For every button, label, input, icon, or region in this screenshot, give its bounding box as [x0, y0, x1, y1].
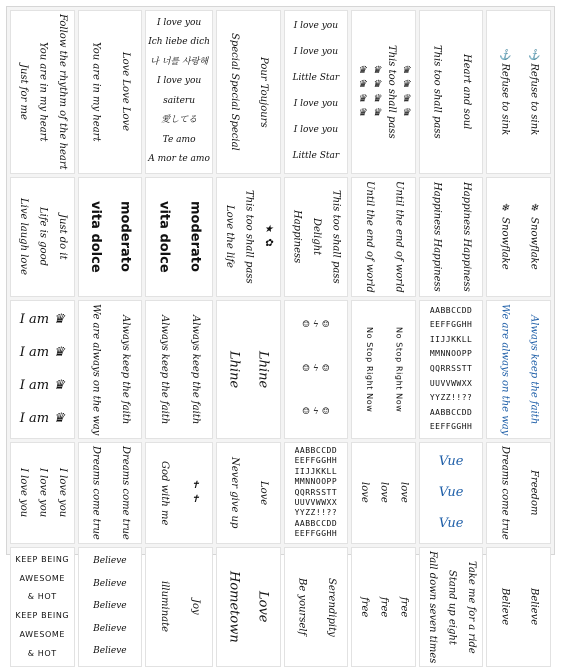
tattoo-text: KEEP BEING — [15, 611, 70, 621]
tattoo-text: ♛ ♛ ♛ ♛ — [371, 65, 383, 119]
tattoo-text: Believe — [93, 601, 127, 612]
tattoo-sheet-r3c4 — [216, 300, 281, 439]
tattoo-text: UUVVWWXX — [294, 498, 338, 508]
tattoo-text: EEFFGGHH — [294, 529, 338, 539]
tattoo-text: & HOT — [27, 648, 57, 658]
tattoo-text: Love Love Love — [119, 52, 131, 132]
tattoo-text: moderato — [117, 201, 133, 273]
tattoo-text: ⚓ Refuse to sink — [499, 48, 511, 136]
tattoo-text: Happiness — [291, 209, 303, 264]
tattoo-text: QQRRSSTT — [429, 364, 473, 373]
tattoo-text: Live laugh love — [18, 198, 30, 276]
tattoo-text: Special Special Special — [228, 32, 240, 151]
tattoo-text: Serendipity — [325, 577, 337, 637]
tattoo-text: Always keep the faith — [189, 314, 201, 424]
tattoo-text: I love you — [37, 468, 49, 518]
tattoo-text: & HOT — [27, 592, 57, 602]
tattoo-text: Believe — [93, 623, 127, 634]
tattoo-sheet-r2c6 — [351, 177, 416, 297]
tattoo-text: This too shall pass — [243, 189, 255, 284]
tattoo-text: Always keep the faith — [158, 314, 170, 424]
tattoo-text: ☺ ϟ ☺ — [301, 407, 330, 418]
tattoo-text: Life is good — [37, 207, 49, 267]
tattoo-sheet-r1c6 — [351, 10, 416, 174]
tattoo-text: Vue — [438, 453, 464, 469]
tattoo-text: Believe — [528, 588, 540, 626]
tattoo-text: No Stop Right Now — [394, 326, 404, 412]
tattoo-text: free — [359, 596, 371, 618]
tattoo-text: love — [398, 482, 410, 504]
tattoo-text: I love you — [293, 125, 339, 135]
tattoo-text: Lhine — [255, 350, 271, 388]
tattoo-text: YYZZ!!?? — [294, 508, 338, 518]
tattoo-text: I love you — [293, 21, 339, 32]
tattoo-sheet-r5c5 — [284, 547, 349, 667]
tattoo-text: Believe — [499, 588, 511, 626]
tattoo-text: Be yourself — [296, 578, 308, 636]
tattoo-text: Joy — [189, 599, 201, 615]
tattoo-text: This too shall pass — [386, 45, 398, 139]
tattoo-text: Stand up eight — [446, 569, 458, 645]
tattoo-sheet-r3c2 — [78, 300, 143, 439]
tattoo-text: Delight — [311, 218, 323, 256]
tattoo-text: ❄ Snowflake — [528, 203, 540, 270]
tattoo-text: free — [378, 596, 390, 618]
tattoo-text: AABBCCDD — [294, 445, 338, 455]
tattoo-sheet-r4c4 — [216, 442, 281, 544]
tattoo-sheet-r4c3 — [145, 442, 213, 544]
tattoo-text: 나 너를 사랑해 — [150, 56, 209, 67]
tattoo-text: Follow the rhythm of the heart — [57, 14, 69, 170]
tattoo-sheet-r3c7 — [419, 300, 484, 439]
tattoo-text: Love the life — [223, 205, 235, 269]
tattoo-sheet-r3c8 — [486, 300, 551, 439]
tattoo-sheet-r2c7 — [419, 177, 484, 297]
tattoo-text: ⚓ Refuse to sink — [528, 48, 540, 136]
tattoo-text: I am ♛ — [19, 377, 65, 393]
tattoo-sheet-r4c1 — [10, 442, 75, 544]
tattoo-text: MMNNOOPP — [429, 349, 473, 359]
tattoo-text: Little Star — [292, 73, 340, 84]
tattoo-sheet-r4c6 — [351, 442, 416, 544]
tattoo-sheet-r1c5 — [284, 10, 349, 174]
tattoo-text: AWESOME — [19, 573, 66, 583]
tattoo-text: Never give up — [228, 457, 240, 529]
tattoo-text: I love you — [293, 47, 339, 58]
tattoo-sheet-r5c7 — [419, 547, 484, 667]
tattoo-text: ♛ ♛ ♛ ♛ — [356, 65, 368, 119]
tattoo-sheet-r4c7 — [419, 442, 484, 544]
tattoo-sheet-r5c3 — [145, 547, 213, 667]
tattoo-text: Hometown — [226, 571, 242, 643]
tattoo-text: Always keep the faith — [528, 314, 540, 424]
tattoo-text: I am ♛ — [19, 344, 65, 360]
tattoo-sheet-r5c1 — [10, 547, 75, 667]
tattoo-sheet-r4c5 — [284, 442, 349, 544]
tattoo-text: Pour Toujours — [258, 56, 270, 128]
tattoo-text: free — [398, 596, 410, 618]
tattoo-text: EEFFGGHH — [294, 456, 338, 466]
tattoo-text: No Stop Right Now — [365, 326, 375, 412]
tattoo-text: saiteru — [163, 95, 196, 106]
tattoo-sheet-r1c8 — [486, 10, 551, 174]
tattoo-sheet-r2c3 — [145, 177, 213, 297]
tattoo-text: We are always on the way — [499, 303, 511, 435]
tattoo-text: love — [359, 482, 371, 504]
tattoo-text: Dreams come true — [499, 445, 511, 540]
tattoo-text: Lhine — [226, 350, 242, 388]
tattoo-text: Believe — [93, 646, 127, 657]
tattoo-text: Believe — [93, 578, 127, 589]
tattoo-sheet-r5c4 — [216, 547, 281, 667]
tattoo-text: We are always on the way — [90, 303, 102, 435]
tattoo-text: I am ♛ — [19, 410, 65, 426]
tattoo-text: Ich liebe dich — [148, 37, 210, 48]
tattoo-text: Happiness Happiness — [460, 181, 472, 292]
tattoo-text: This too shall pass — [431, 45, 443, 139]
tattoo-sheet-r1c4 — [216, 10, 281, 174]
tattoo-text: KEEP BEING — [15, 554, 70, 564]
tattoo-text: Always keep the faith — [119, 314, 131, 424]
tattoo-text: AWESOME — [19, 629, 66, 639]
tattoo-text: Until the end of world — [393, 180, 405, 293]
tattoo-text: God with me — [158, 460, 170, 526]
tattoo-text: ☺ ϟ ☺ — [301, 319, 330, 330]
tattoo-text: ❄ Snowflake — [499, 203, 511, 270]
tattoo-text: I love you — [156, 76, 202, 87]
tattoo-text: AABBCCDD — [294, 518, 338, 528]
tattoo-text: ☺ ϟ ☺ — [301, 363, 330, 374]
tattoo-sheet-r5c6 — [351, 547, 416, 667]
tattoo-sheet-r5c8 — [486, 547, 551, 667]
tattoo-sheet-r1c1 — [10, 10, 75, 174]
tattoo-sheet-r3c5 — [284, 300, 349, 439]
sheet-grid — [10, 10, 551, 664]
tattoo-text: You are in my heart — [37, 42, 49, 142]
tattoo-text: Te amo — [162, 134, 196, 145]
tattoo-text: Dreams come true — [90, 445, 102, 540]
tattoo-text: vita dolce — [156, 200, 172, 273]
tattoo-sheet-r1c7 — [419, 10, 484, 174]
tattoo-text: I love you — [18, 468, 30, 518]
tattoo-text: Love — [255, 591, 271, 623]
tattoo-text: Take me for a ride — [465, 560, 477, 654]
tattoo-text: ✝ ✝ — [189, 480, 201, 506]
tattoo-text: I love you — [293, 99, 339, 110]
tattoo-sheet-r2c1 — [10, 177, 75, 297]
tattoo-text: Believe — [93, 556, 127, 567]
tattoo-text: Just for me — [18, 63, 30, 120]
tattoo-text: ♛ ♛ ♛ ♛ — [400, 65, 412, 119]
tattoo-text: moderato — [187, 201, 203, 273]
tattoo-text: Freedom — [528, 470, 540, 516]
tattoo-text: ★ ✿ — [263, 224, 275, 250]
tattoo-sheet-collage — [6, 6, 555, 664]
tattoo-sheet-r5c2 — [78, 547, 143, 667]
tattoo-sheet-r2c4 — [216, 177, 281, 297]
tattoo-text: Love — [258, 480, 270, 505]
tattoo-text: AABBCCDD — [429, 305, 473, 315]
tattoo-text: Just do it — [57, 213, 69, 260]
tattoo-text: Vue — [438, 485, 464, 501]
tattoo-sheet-r3c3 — [145, 300, 213, 439]
tattoo-sheet-r1c2 — [78, 10, 143, 174]
tattoo-text: Little Star — [292, 150, 340, 161]
tattoo-text: Dreams come true — [119, 445, 131, 540]
tattoo-sheet-r2c2 — [78, 177, 143, 297]
tattoo-text: vita dolce — [88, 200, 104, 273]
tattoo-text: IIJJKKLL — [429, 334, 473, 344]
tattoo-text: MMNNOOPP — [294, 477, 338, 487]
tattoo-text: UUVVWWXX — [429, 378, 473, 388]
tattoo-text: You are in my heart — [90, 42, 102, 142]
tattoo-sheet-r3c1 — [10, 300, 75, 439]
tattoo-text: Vue — [438, 516, 464, 532]
tattoo-text: I am ♛ — [19, 312, 65, 328]
tattoo-text: YYZZ!!?? — [429, 393, 473, 403]
tattoo-sheet-r1c3 — [145, 10, 213, 174]
tattoo-sheet-r2c8 — [486, 177, 551, 297]
tattoo-sheet-r3c6 — [351, 300, 416, 439]
tattoo-sheet-r2c5 — [284, 177, 349, 297]
tattoo-text: A mor te amo — [148, 154, 210, 165]
tattoo-text: illuminate — [158, 581, 170, 633]
tattoo-text: IIJJKKLL — [294, 466, 338, 476]
tattoo-text: Until the end of world — [364, 180, 376, 293]
tattoo-text: love — [378, 482, 390, 504]
tattoo-text: Happiness Happiness — [431, 181, 443, 292]
tattoo-text: I love you — [57, 468, 69, 518]
tattoo-text: EEFFGGHH — [429, 422, 473, 432]
tattoo-text: Heart and soul — [460, 54, 472, 130]
tattoo-sheet-r4c2 — [78, 442, 143, 544]
tattoo-sheet-r4c8 — [486, 442, 551, 544]
tattoo-text: AABBCCDD — [429, 407, 473, 417]
tattoo-text: Fall down seven times — [426, 550, 438, 664]
tattoo-text: 愛してる — [161, 115, 198, 126]
tattoo-text: QQRRSSTT — [294, 487, 338, 497]
tattoo-text: This too shall pass — [330, 189, 342, 284]
tattoo-text: EEFFGGHH — [429, 320, 473, 330]
tattoo-text: I love you — [156, 18, 202, 28]
